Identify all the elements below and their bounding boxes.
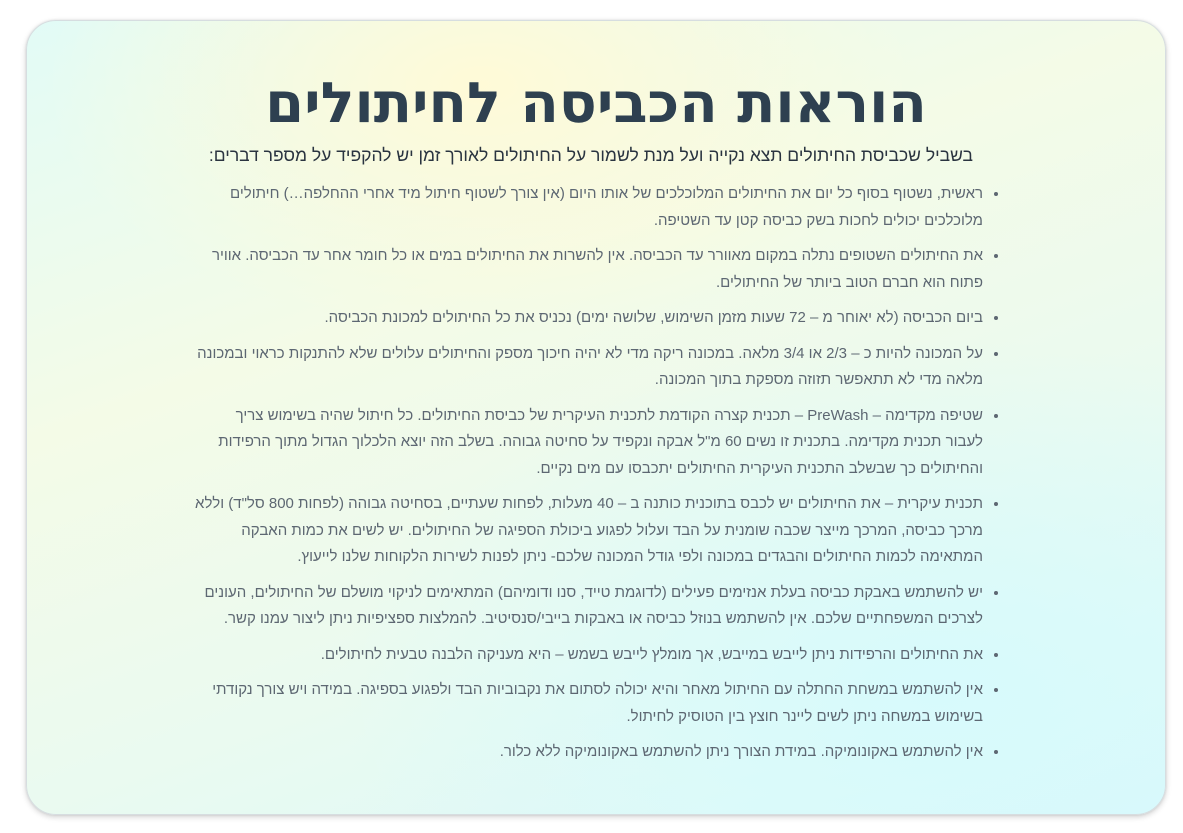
instructions-card <box>26 20 1166 815</box>
list-item: • את החיתולים והרפידות ניתן לייבש במייבש, אך מומלץ לייבש בשמש – היא מעניקה הלבנה טבעית לחיתולים. <box>195 642 983 669</box>
intro-text: בשביל שכביסת החיתולים תצא נקייה ועל מנת לשמור על החיתולים לאורך זמן יש להקפיד על מספר דברים: <box>208 145 973 165</box>
list-item: • שטיפה מקדימה – PreWash – תכנית קצרה הקודמת לתכנית העיקרית של כביסת החיתולים. כל חיתול שהיה בשימוש צריך לעבור תכנית מקדימה. בתכנית זו נשים 60 מ"ל אבקה ונקפיד על סחיטה גבוהה. בשלב הזה יוצא הלכלוך הגדול מתוך הרפידות והחיתולים כך שבשלב התכנית העיקרית החיתולים יתכבסו עם מים נקיים. <box>195 403 983 483</box>
instructions-list <box>195 181 1001 775</box>
list-item: • ראשית, נשטוף בסוף כל יום את החיתולים המלוכלכים של אותו היום (אין צורך לשטוף חיתול מיד אחרי ההחלפה…) חיתולים מלוכלכים יכולים לחכות בשק כביסה קטן עד השטיפה. <box>195 181 983 234</box>
list-item: • אין להשתמש במשחת החתלה עם החיתול מאחר והיא יכולה לסתום את נקבוביות הבד ולפגוע בספיגה. במידה ויש צורך נקודתי בשימוש במשחה ניתן לשים ליינר חוצץ בין הטוסיק לחיתול. <box>195 677 983 730</box>
list-item: • ביום הכביסה (לא יאוחר מ – 72 שעות מזמן השימוש, שלושה ימים) נכניס את כל החיתולים למכונת הכביסה. <box>195 305 983 332</box>
list-item: • על המכונה להיות כ – 2/3 או 3/4 מלאה. במכונה ריקה מדי לא יהיה חיכוך מספק והחיתולים עלולים שלא להתנקות כראוי ובמכונה מלאה מדי לא תתאפשר תזוזה מספקת בתוך המכונה. <box>195 341 983 394</box>
list-item: • אין להשתמש באקונומיקה. במידת הצורך ניתן להשתמש באקונומיקה ללא כלור. <box>195 739 983 766</box>
page-title: הוראות הכביסה לחיתולים <box>265 71 927 136</box>
list-item: • יש להשתמש באבקת כביסה בעלת אנזימים פעילים (לדוגמת טייד, סנו ודומיהם) המתאימים לניקוי מושלם של החיתולים, העונים לצרכים המשפחתיים שלכם. אין להשתמש בנוזל כביסה או באבקות בייבי/סנסיטיב. להמלצות ספציפיות ניתן ליצור עמנו קשר. <box>195 580 983 633</box>
list-item: • תכנית עיקרית – את החיתולים יש לכבס בתוכנית כותנה ב – 40 מעלות, לפחות שעתיים, בסחיטה גבוהה (לפחות 800 סל"ד) וללא מרכך כביסה, המרכך מייצר שכבה שומנית על הבד ועלול לפגוע ביכולת הספיגה של החיתולים. יש לשים את כמות האבקה המתאימה לכמות החיתולים והבגדים במכונה ולפי גודל המכונה שלכם- ניתן לפנות לשירות הלקוחות שלנו לייעוץ. <box>195 491 983 571</box>
list-item: • את החיתולים השטופים נתלה במקום מאוורר עד הכביסה. אין להשרות את החיתולים במים או כל חומר אחר עד הכביסה. אוויר פתוח הוא חברם הטוב ביותר של החיתולים. <box>195 243 983 296</box>
